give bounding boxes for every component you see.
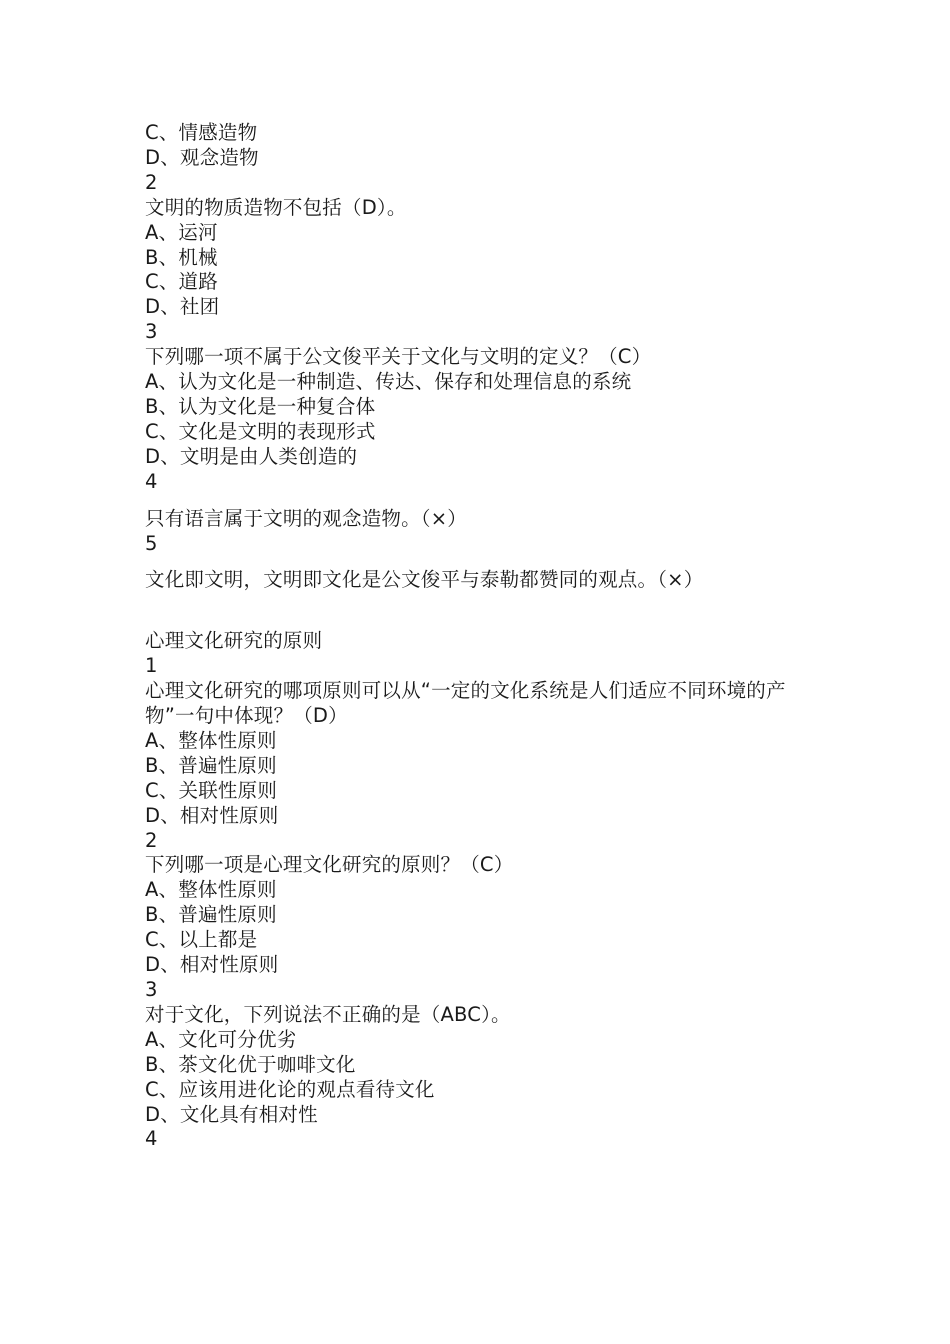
- question-number: 2: [145, 170, 158, 194]
- option-a: A、整体性原则: [145, 728, 277, 752]
- question-number: 4: [145, 1127, 158, 1151]
- option-c: C、情感造物: [145, 121, 258, 144]
- option-c: C、道路: [145, 270, 218, 294]
- option-d: D、文化具有相对性: [145, 1102, 318, 1126]
- true-false-statement: 文化即文明，文明即文化是公文俊平与泰勒都赞同的观点。（×）: [145, 568, 704, 592]
- option-b: B、认为文化是一种复合体: [145, 394, 376, 418]
- question-text: 下列哪一项是心理文化研究的原则？（C）: [145, 853, 514, 877]
- question-text: 下列哪一项不属于公文俊平关于文化与文明的定义？（C）: [145, 345, 652, 369]
- option-b: B、茶文化优于咖啡文化: [145, 1052, 356, 1076]
- option-b: B、普遍性原则: [145, 753, 277, 777]
- option-d: D、相对性原则: [145, 953, 279, 977]
- question-number: 3: [145, 978, 158, 1001]
- option-b: B、机械: [145, 245, 218, 269]
- option-b: B、普遍性原则: [145, 903, 277, 927]
- question-number: 4: [145, 469, 158, 493]
- document-page: [145, 121, 825, 1152]
- question-text: 文明的物质造物不包括（D）。: [145, 195, 407, 219]
- option-d: D、相对性原则: [145, 803, 279, 827]
- question-number: 5: [145, 531, 158, 555]
- question-number: 2: [145, 828, 158, 852]
- option-a: A、认为文化是一种制造、传达、保存和处理信息的系统: [145, 370, 632, 394]
- option-c: C、文化是文明的表现形式: [145, 419, 376, 443]
- option-a: A、文化可分优劣: [145, 1027, 297, 1051]
- option-c: C、关联性原则: [145, 778, 278, 802]
- option-c: C、应该用进化论的观点看待文化: [145, 1077, 435, 1101]
- question-text: 心理文化研究的哪项原则可以从“一定的文化系统是人们适应不同环境的产物”一句中体现？（D）: [145, 679, 786, 728]
- question-number: 3: [145, 320, 158, 344]
- question-number: 1: [145, 654, 158, 678]
- true-false-statement: 只有语言属于文明的观念造物。（×）: [145, 506, 467, 530]
- spacer: [145, 556, 825, 568]
- option-d: D、文明是由人类创造的: [145, 444, 358, 468]
- spacer: [145, 495, 825, 507]
- option-a: A、整体性原则: [145, 878, 277, 902]
- section-spacer: [145, 593, 825, 629]
- option-d: D、社团: [145, 295, 220, 319]
- section-title: 心理文化研究的原则: [145, 629, 323, 653]
- question-text: 对于文化，下列说法不正确的是（ABC）。: [145, 1002, 511, 1026]
- option-c: C、以上都是: [145, 928, 258, 952]
- option-d: D、观念造物: [145, 145, 259, 169]
- option-a: A、运河: [145, 220, 218, 244]
